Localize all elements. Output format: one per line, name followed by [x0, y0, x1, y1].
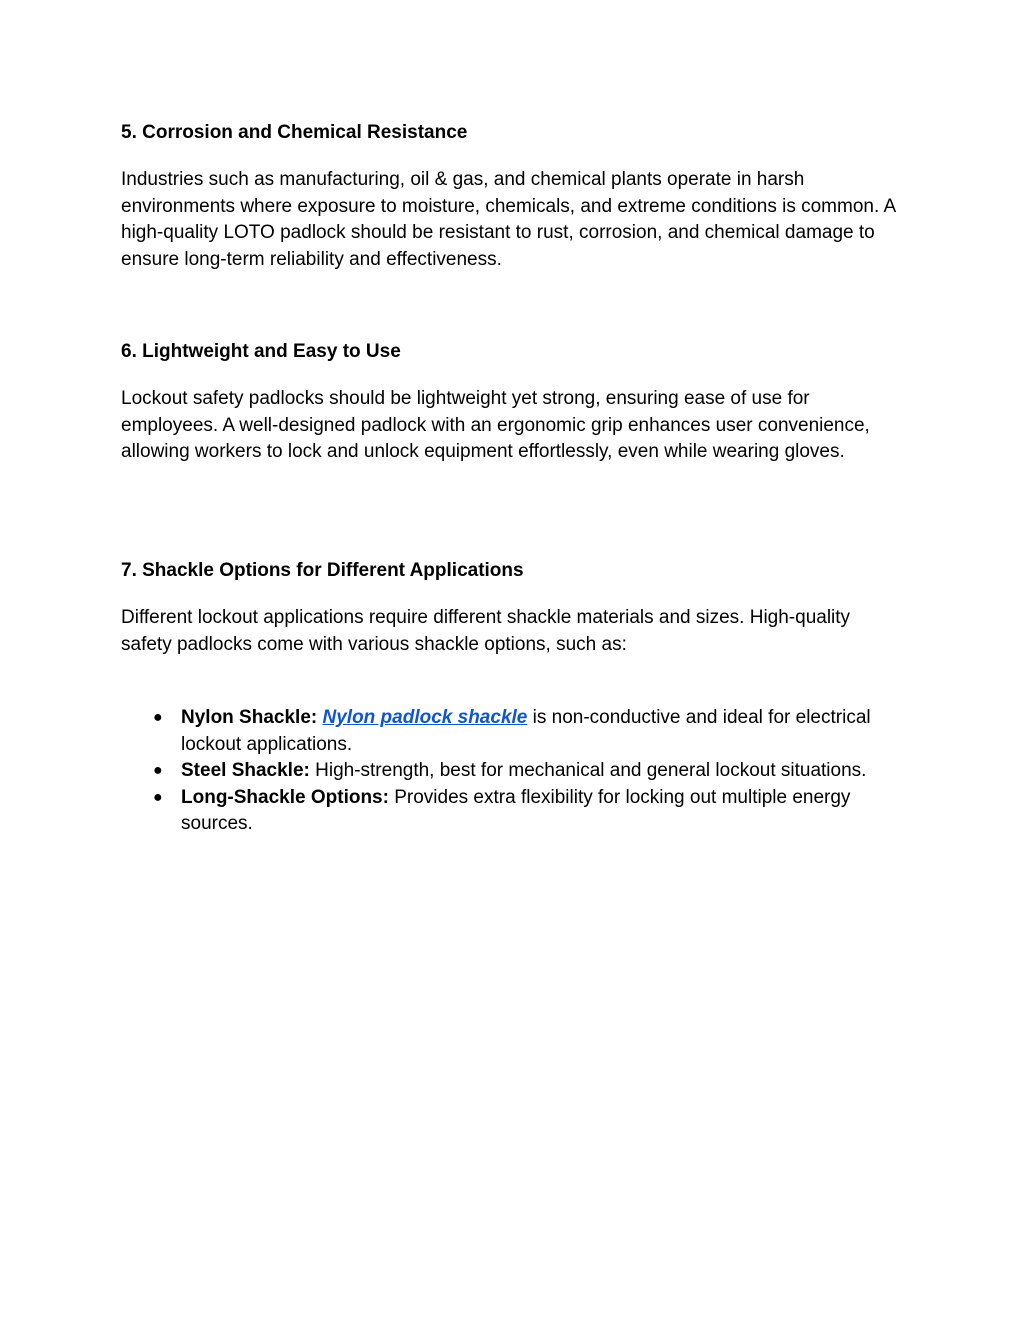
bullet-icon: ●	[153, 788, 163, 806]
item-label: Steel Shackle:	[181, 760, 310, 782]
section-body: Industries such as manufacturing, oil & gas, and chemical plants operate in harsh environments where exposure to moisture, chemicals, and extreme conditions is common. A high-quality LOTO padlock should be resistant to rust, corrosion, and chemical damage to ensure long-term reliability and effectiveness.	[121, 169, 896, 270]
section-heading: 6. Lightweight and Easy to Use	[121, 341, 401, 362]
section-body: Different lockout applications require different shackle materials and sizes. High-quality safety padlocks come with various shackle options, such as:	[121, 607, 851, 655]
list-item-steel-shackle	[121, 758, 901, 785]
section-body: Lockout safety padlocks should be lightweight yet strong, ensuring ease of use for employees. A well-designed padlock with an ergonomic grip enhances user convenience, allowing workers to lock and unlock equipment effortlessly, even while wearing gloves.	[121, 388, 870, 463]
shackle-options-list	[121, 705, 901, 838]
list-item-long-shackle	[121, 785, 901, 838]
section-heading: 7. Shackle Options for Different Applications	[121, 560, 524, 581]
list-item-nylon-shackle	[121, 705, 901, 758]
item-text: High-strength, best for mechanical and general lockout situations.	[309, 760, 867, 782]
section-corrosion	[121, 120, 901, 273]
item-label: Nylon Shackle:	[181, 707, 318, 728]
item-text: is non-conductive and ideal for electrical lockout applications.	[181, 707, 871, 755]
section-lightweight	[121, 339, 901, 466]
section-shackle-options	[121, 558, 901, 658]
nylon-padlock-shackle-link[interactable]: Nylon padlock shackle	[322, 707, 528, 728]
bullet-icon: ●	[153, 762, 163, 780]
section-heading: 5. Corrosion and Chemical Resistance	[121, 122, 468, 143]
item-label: Long-Shackle Options:	[181, 786, 389, 808]
item-text: Provides extra flexibility for locking out multiple energy sources.	[181, 786, 851, 835]
bullet-icon: ●	[153, 709, 163, 726]
